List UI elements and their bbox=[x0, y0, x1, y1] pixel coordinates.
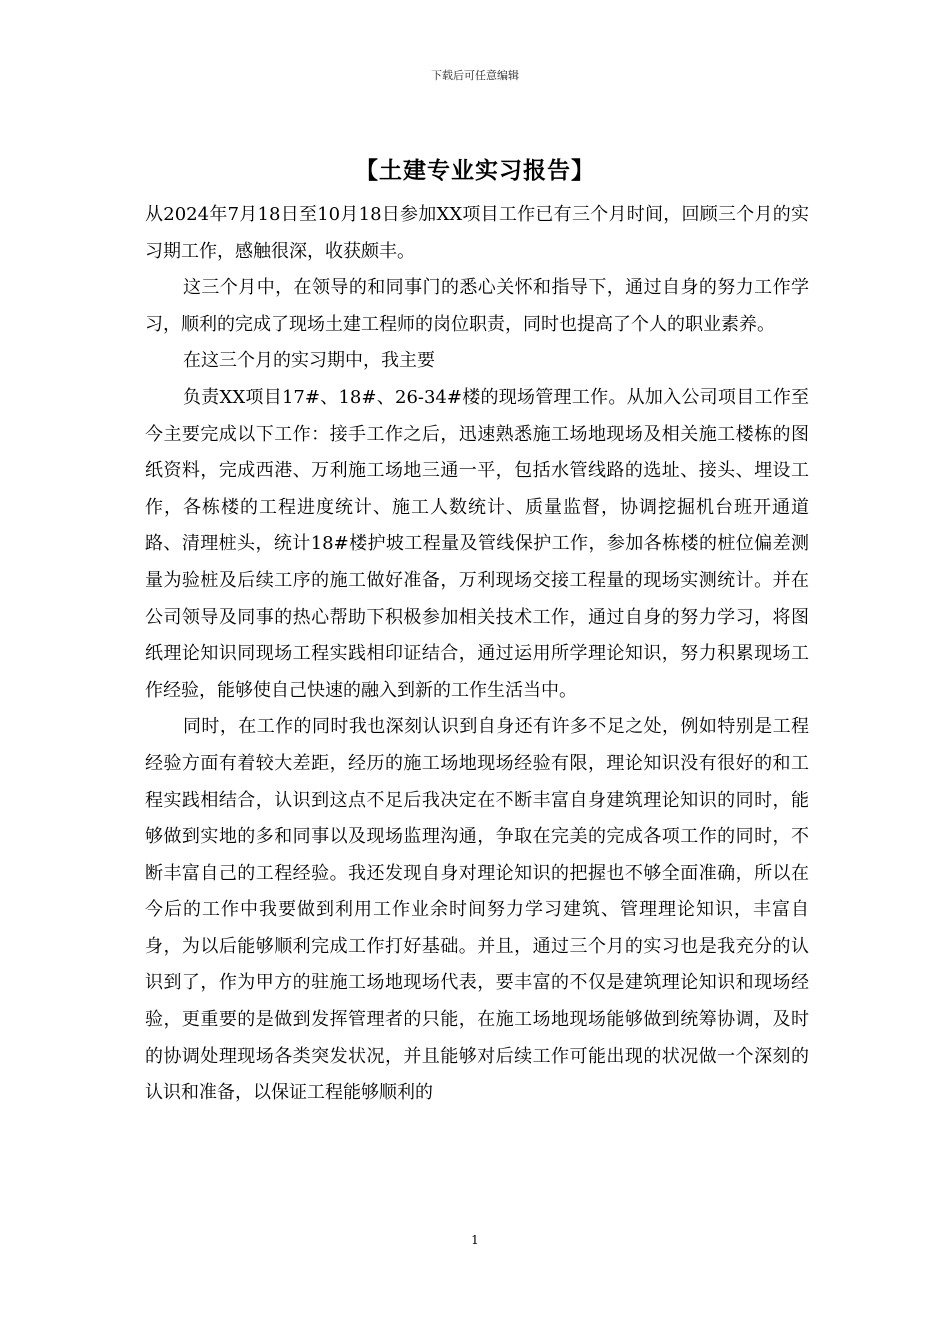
document-title: 【土建专业实习报告】 bbox=[355, 157, 595, 184]
document-body bbox=[145, 197, 809, 1112]
paragraph-3: 在这三个月的实习期中，我主要 bbox=[183, 350, 435, 372]
page-number: 1 bbox=[471, 1233, 479, 1247]
paragraph-5: 同时，在工作的同时我也深刻认识到自身还有许多不足之处，例如特别是工程经验方面有着较大差距，经历的施工场地现场经验有限，理论知识没有很好的和工程实践相结合，认识到这点不足后我决定在不断丰富自身建筑理论知识的同时，能够做到实地的多和同事以及现场监理沟通，争取在完美的完成各项工作的同时，不断丰富自己的工程经验。我还发现自身对理论知识的把握也不够全面准确，所以在今后的工作中我要做到利用工作业余时间努力学习建筑、管理理论知识，丰富自身，为以后能够顺利完成工作打好基础。并且，通过三个月的实习也是我充分的认识到了，作为甲方的驻施工场地现场代表，要丰富的不仅是建筑理论知识和现场经验，更重要的是做到发挥管理者的只能，在施工场地现场能够做到统筹协调，及时的协调处理现场各类突发状况，并且能够对后续工作可能出现的状况做一个深刻的认识和准备，以保证工程能够顺利的 bbox=[145, 716, 809, 1104]
page-header: 下载后可任意编辑 bbox=[431, 69, 519, 82]
paragraph-intro: 从2024年7月18日至10月18日参加XX项目工作已有三个月时间，回顾三个月的实习期工作，感触很深，收获颇丰。 bbox=[145, 204, 809, 262]
paragraph-4: 负责XX项目17#、18#、26-34#楼的现场管理工作。从加入公司项目工作至今主要完成以下工作：接手工作之后，迅速熟悉施工场地现场及相关施工楼栋的图纸资料，完成西港、万利施工场地三通一平，包括水管线路的选址、接头、埋设工作，各栋楼的工程进度统计、施工人数统计、质量监督，协调挖掘机台班开通道路、清理桩头，统计18#楼护坡工程量及管线保护工作，参加各栋楼的桩位偏差测量为验桩及后续工序的施工做好准备，万利现场交接工程量的现场实测统计。并在公司领导及同事的热心帮助下积极参加相关技术工作，通过自身的努力学习，将图纸理论知识同现场工程实践相印证结合，通过运用所学理论知识，努力积累现场工作经验，能够使自己快速的融入到新的工作生活当中。 bbox=[145, 386, 809, 701]
paragraph-2: 这三个月中，在领导的和同事门的悉心关怀和指导下，通过自身的努力工作学习，顺利的完成了现场土建工程师的岗位职责，同时也提高了个人的职业素养。 bbox=[145, 277, 809, 335]
